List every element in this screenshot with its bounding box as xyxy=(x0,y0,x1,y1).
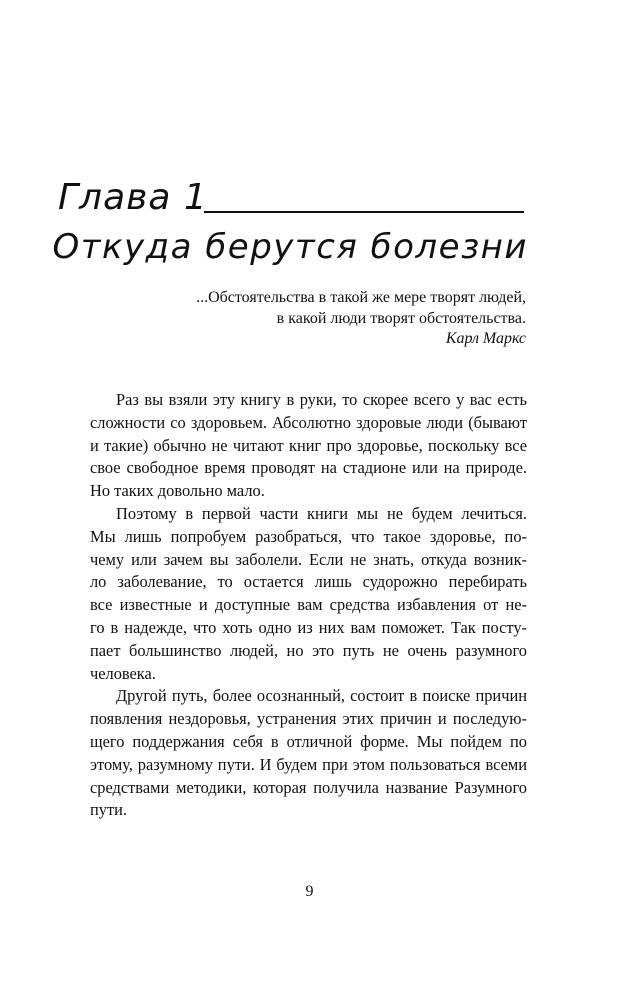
text-line: чему или зачем вы заболели. Если не знать, откуда возник- xyxy=(90,549,527,569)
paragraph xyxy=(90,389,527,503)
text-line: Мы лишь попробуем разобраться, что такое здоровье, по- xyxy=(90,526,527,546)
epigraph-line: ...Обстоятельства в такой же мере творят людей, xyxy=(196,289,526,306)
epigraph xyxy=(120,288,526,350)
text-line: Поэтому в первой части книги мы не будем лечиться. xyxy=(116,503,527,523)
text-line: сложности со здоровьем. Абсолютно здоровые люди (бывают xyxy=(90,412,527,432)
text-line: Раз вы взяли эту книгу в руки, то скорее всего у вас есть xyxy=(116,390,527,409)
chapter-header xyxy=(52,176,528,276)
chapter-label-row xyxy=(58,176,528,228)
text-line: Но таких довольно мало. xyxy=(90,481,265,501)
text-line: средствами методики, которая получила название Разумного xyxy=(90,777,527,797)
text-line: пает большинство людей, но это путь не очень разумного xyxy=(90,640,527,660)
text-line: щего поддержания себя в отличной форме. Мы пойдем по xyxy=(90,731,527,751)
text-line: этому, разумному пути. И будем при этом пользоваться всеми xyxy=(90,754,527,774)
page-number: 9 xyxy=(305,883,314,900)
chapter-title: Откуда берутся болезни xyxy=(52,227,528,267)
text-line: пути. xyxy=(90,800,127,820)
text-line: свое свободное время проводят на стадионе или на природе. xyxy=(90,458,527,478)
body-text xyxy=(90,389,527,822)
text-line: человека. xyxy=(90,663,156,683)
text-line: Другой путь, более осознанный, состоит в поиске причин xyxy=(116,686,527,706)
text-line: ло заболевание, то остается лишь судорожно перебирать xyxy=(90,572,527,592)
text-line: го в надежде, что хоть одно из них вам поможет. Так посту- xyxy=(90,617,527,637)
epigraph-author: Карл Маркс xyxy=(445,330,526,347)
chapter-label: Глава 1 xyxy=(58,177,208,218)
text-line: все известные и доступные вам средства избавления от не- xyxy=(90,595,527,615)
chapter-rule xyxy=(204,211,524,213)
text-line: появления нездоровья, устранения этих причин и последую- xyxy=(90,709,527,729)
paragraph xyxy=(90,685,527,822)
text-line: и такие) обычно не читают книг про здоровье, поскольку все xyxy=(90,435,527,455)
paragraph xyxy=(90,503,527,685)
epigraph-line: в какой люди творят обстоятельства. xyxy=(276,309,526,327)
